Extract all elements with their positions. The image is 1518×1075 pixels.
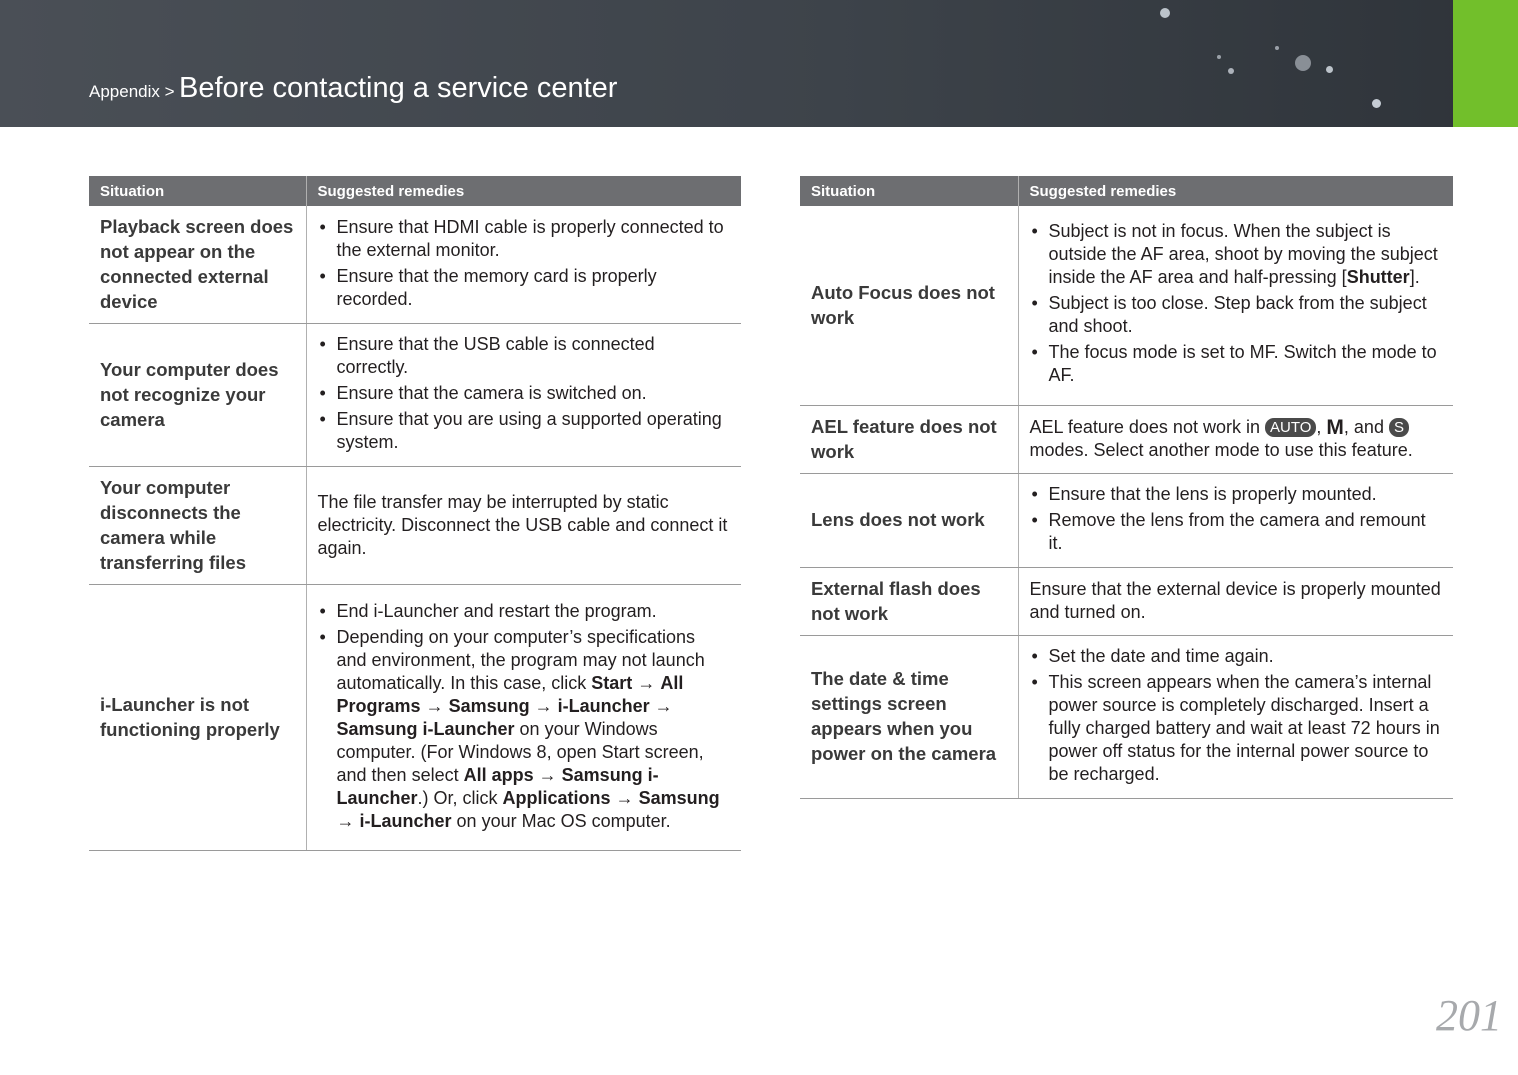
table-row — [800, 473, 1453, 567]
column-header-situation: Situation — [89, 176, 306, 206]
remedy-text: Depending on your computer’s specifications and environment, the program may not launch automatically. In this case, click — [336, 626, 705, 693]
shutter-key-label: Shutter — [1346, 267, 1410, 288]
troubleshooting-table-right — [800, 176, 1453, 799]
remedy-text: , and — [1343, 416, 1384, 437]
table-row — [800, 405, 1453, 473]
column-header-situation: Situation — [800, 176, 1018, 206]
remedy-item: • This screen appears when the camera’s internal power source is completely discharged. Insert a fully charged battery and wait at least 72 hours in power off status for the internal power source to be recharged. — [1030, 671, 1443, 786]
page-header — [0, 0, 1518, 127]
decorative-dot — [1217, 55, 1221, 59]
remedy-item: • End i-Launcher and restart the program. — [318, 600, 731, 623]
menu-path-i-launcher: i-Launcher — [359, 810, 452, 831]
manual-mode-icon: M — [1326, 415, 1344, 439]
remedy-item: • Set the date and time again. — [1030, 645, 1443, 668]
path-arrow: → — [538, 764, 557, 785]
path-arrow: → — [534, 695, 553, 716]
shutter-priority-mode-icon: S — [1389, 418, 1409, 437]
table-row — [800, 635, 1453, 798]
path-arrow: → — [336, 810, 355, 831]
remedy-cell: The file transfer may be interrupted by static electricity. Disconnect the USB cable and connect it again. — [306, 467, 741, 585]
remedy-cell — [1018, 405, 1453, 473]
path-arrow: → — [637, 672, 656, 693]
remedy-text: AEL feature does not work in — [1029, 416, 1260, 437]
page-number: 201 — [1436, 991, 1502, 1040]
remedy-item: • The focus mode is set to MF. Switch the mode to AF. — [1030, 341, 1443, 387]
decorative-dot — [1275, 46, 1279, 50]
separator: , — [1316, 416, 1322, 437]
situation-cell: Lens does not work — [800, 473, 1018, 567]
remedy-text: on your Mac OS computer. — [456, 810, 671, 831]
remedy-item: • Subject is too close. Step back from the subject and shoot. — [1030, 292, 1443, 338]
decorative-dot — [1228, 68, 1234, 74]
menu-path-applications: Applications — [502, 787, 611, 808]
table-row — [89, 585, 741, 851]
breadcrumb — [89, 72, 617, 105]
path-arrow: → — [425, 695, 444, 716]
remedy-item — [1030, 220, 1443, 289]
menu-path-all-programs: All Programs — [336, 672, 684, 716]
situation-cell: i-Launcher is not functioning properly — [89, 585, 306, 851]
menu-path-samsung: Samsung — [638, 787, 720, 808]
remedy-text: on your Windows computer. (For Windows 8, open Start screen, and then select — [336, 718, 704, 785]
remedy-cell — [1018, 635, 1453, 798]
column-header-remedies: Suggested remedies — [306, 176, 741, 206]
menu-path-i-launcher: i-Launcher — [557, 695, 650, 716]
situation-cell: AEL feature does not work — [800, 405, 1018, 473]
table-row — [89, 324, 741, 467]
remedy-cell — [306, 585, 741, 851]
table-row — [89, 467, 741, 585]
auto-mode-icon: AUTO — [1265, 418, 1316, 437]
table-row — [89, 206, 741, 324]
path-arrow: → — [654, 695, 673, 716]
chapter-tab-accent — [1453, 0, 1518, 127]
menu-path-all-apps: All apps — [463, 764, 534, 785]
remedy-cell — [306, 206, 741, 324]
table-row — [800, 567, 1453, 635]
remedy-cell — [1018, 473, 1453, 567]
remedy-item: • Remove the lens from the camera and remount it. — [1030, 509, 1443, 555]
remedy-item: • Ensure that the lens is properly mounted. — [1030, 483, 1443, 506]
table-row — [800, 206, 1453, 405]
breadcrumb-section: Appendix > — [89, 82, 175, 101]
menu-path-start: Start — [591, 672, 633, 693]
menu-path-samsung-i-launcher: Samsung i-Launcher — [336, 718, 515, 739]
situation-cell: Auto Focus does not work — [800, 206, 1018, 405]
remedy-cell: Ensure that the external device is properly mounted and turned on. — [1018, 567, 1453, 635]
remedy-item: • Ensure that the camera is switched on. — [318, 382, 731, 405]
troubleshooting-table-left — [89, 176, 741, 851]
remedy-item: • Ensure that the memory card is properly recorded. — [318, 265, 731, 311]
situation-cell: External flash does not work — [800, 567, 1018, 635]
remedy-item — [318, 626, 731, 833]
situation-cell: Your computer disconnects the camera while transferring files — [89, 467, 306, 585]
decorative-dot — [1372, 99, 1381, 108]
remedy-cell — [306, 324, 741, 467]
remedy-item: • Ensure that HDMI cable is properly connected to the external monitor. — [318, 216, 731, 262]
situation-cell: The date & time settings screen appears when you power on the camera — [800, 635, 1018, 798]
decorative-dot — [1326, 66, 1333, 73]
decorative-dot — [1295, 55, 1311, 71]
remedy-text: ]. — [1409, 267, 1420, 288]
menu-path-samsung-i-launcher: Samsung i-Launcher — [336, 764, 659, 808]
path-arrow: → — [615, 787, 634, 808]
remedy-text: modes. Select another mode to use this feature. — [1029, 439, 1413, 460]
remedy-item: • Ensure that the USB cable is connected correctly. — [318, 333, 731, 379]
decorative-dot — [1160, 8, 1170, 18]
menu-path-samsung: Samsung — [448, 695, 530, 716]
remedy-text: .) Or, click — [417, 787, 498, 808]
remedy-text: Subject is not in focus. When the subject is outside the AF area, shoot by moving the subject inside the AF area and half-pressing [ — [1048, 221, 1438, 288]
remedy-cell — [1018, 206, 1453, 405]
page-title: Before contacting a service center — [179, 72, 618, 104]
situation-cell: Playback screen does not appear on the connected external device — [89, 206, 306, 324]
situation-cell: Your computer does not recognize your camera — [89, 324, 306, 467]
column-header-remedies: Suggested remedies — [1018, 176, 1453, 206]
remedy-item: • Ensure that you are using a supported operating system. — [318, 408, 731, 454]
